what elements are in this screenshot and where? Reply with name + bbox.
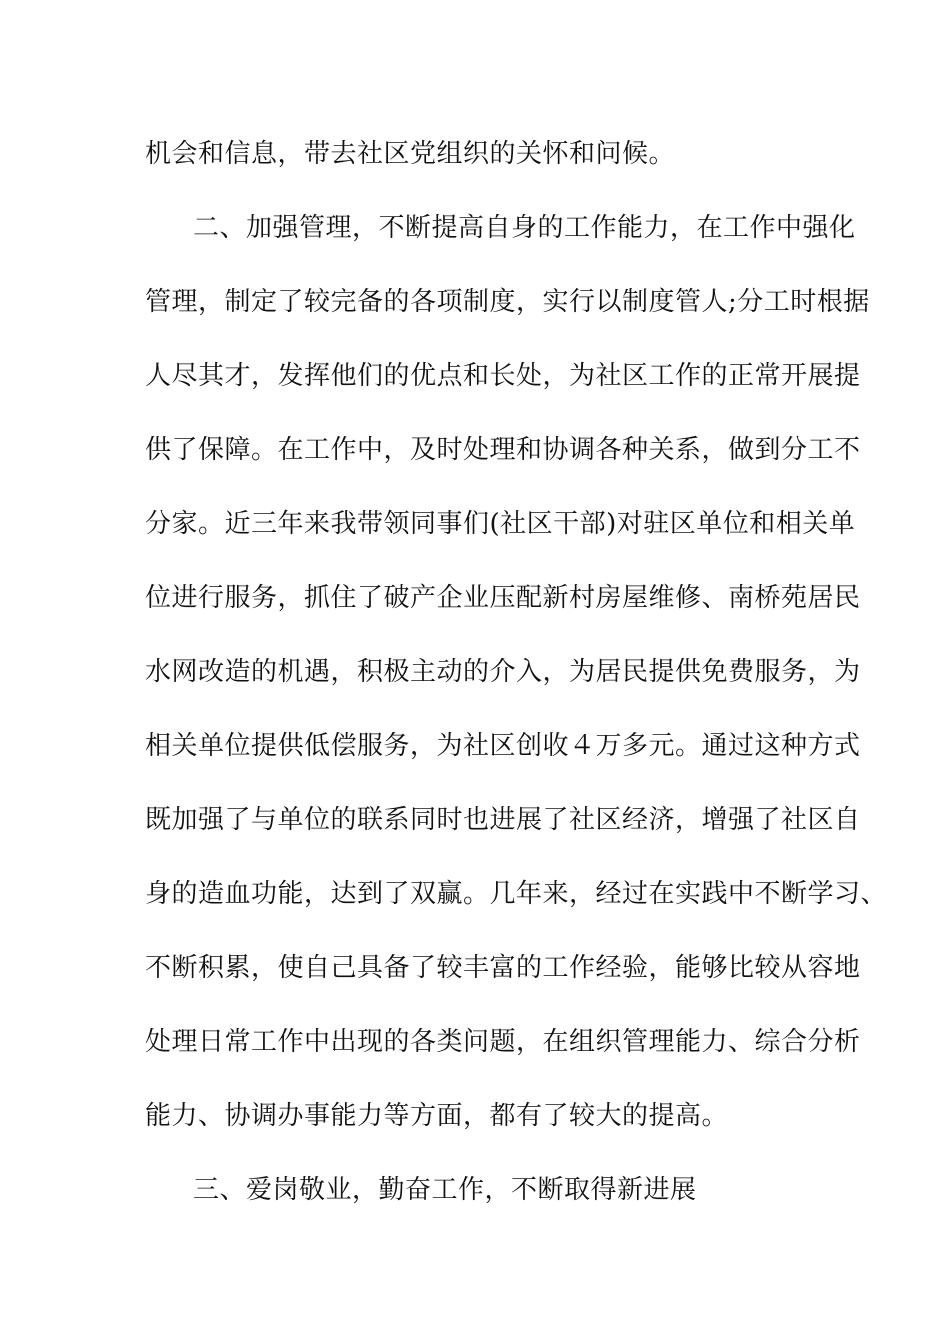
text-line: 相关单位提供低偿服务，为社区创收４万多元。通过这种方式: [145, 731, 861, 761]
section-heading-3: 三、爱岗敬业，勤奋工作，不断取得新进展: [193, 1175, 697, 1205]
text-line: 既加强了与单位的联系同时也进展了社区经济，增强了社区自: [145, 805, 861, 835]
text-line: 处理日常工作中出现的各类问题，在组织管理能力、综合分析: [145, 1027, 861, 1057]
text-line: 身的造血功能，达到了双赢。几年来，经过在实践中不断学习、: [145, 879, 888, 909]
text-line: 人尽其才，发挥他们的优点和长处，为社区工作的正常开展提: [145, 361, 861, 391]
text-line: 位进行服务，抓住了破产企业压配新村房屋维修、南桥苑居民: [145, 583, 861, 613]
text-line: 不断积累，使自己具备了较丰富的工作经验，能够比较从容地: [145, 953, 861, 983]
text-line: 分家。近三年来我带领同事们(社区干部)对驻区单位和相关单: [145, 509, 856, 539]
text-line: 能力、协调办事能力等方面，都有了较大的提高。: [145, 1101, 729, 1131]
text-line: 供了保障。在工作中，及时处理和协调各种关系，做到分工不: [145, 435, 861, 465]
text-line: 管理，制定了较完备的各项制度，实行以制度管人;分工时根据: [145, 287, 870, 317]
text-line: 机会和信息，带去社区党组织的关怀和问候。: [145, 139, 676, 169]
text-line: 水网改造的机遇，积极主动的介入，为居民提供免费服务，为: [145, 657, 861, 687]
section-heading-2: 二、加强管理，不断提高自身的工作能力，在工作中强化: [193, 213, 856, 243]
